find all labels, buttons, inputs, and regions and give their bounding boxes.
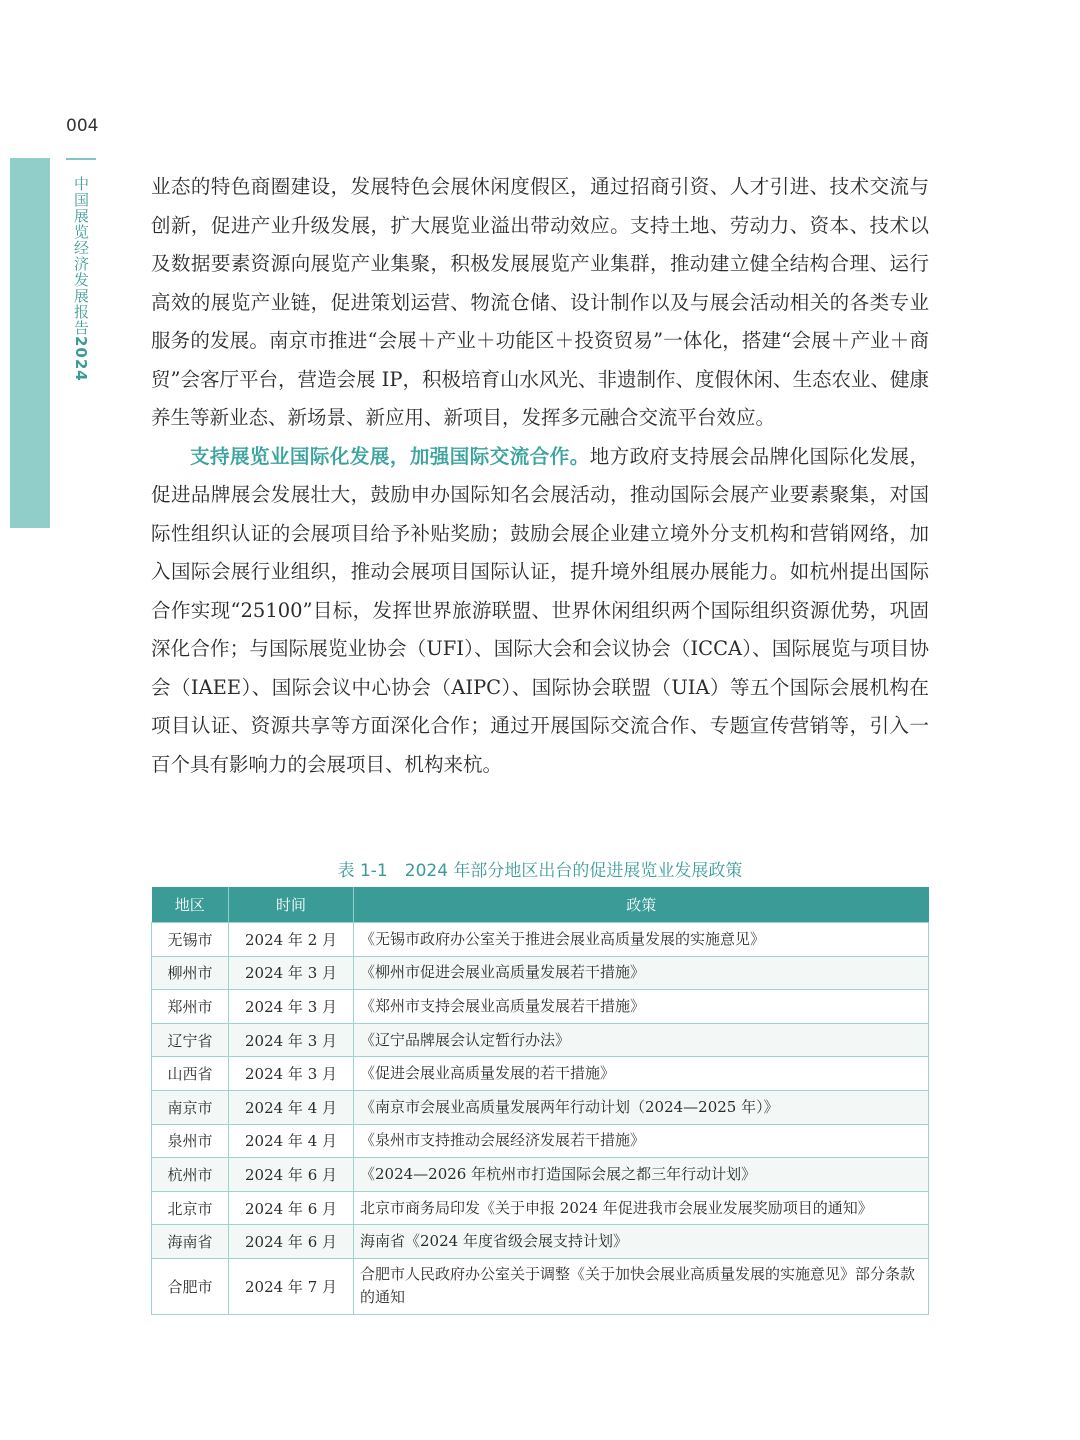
cell-policy: 《2024—2026 年杭州市打造国际会展之都三年行动计划》 xyxy=(354,1158,929,1192)
cell-time: 2024 年 3 月 xyxy=(229,956,354,990)
cell-policy: 《南京市会展业高质量发展两年行动计划（2024—2025 年）》 xyxy=(354,1090,929,1124)
cell-region: 南京市 xyxy=(152,1090,229,1124)
cell-policy: 合肥市人民政府办公室关于调整《关于加快会展业高质量发展的实施意见》部分条款的通知 xyxy=(354,1258,929,1314)
cell-policy: 海南省《2024 年度省级会展支持计划》 xyxy=(354,1225,929,1259)
header-region: 地区 xyxy=(152,887,229,923)
cell-region: 北京市 xyxy=(152,1191,229,1225)
table-row xyxy=(152,1057,929,1091)
cell-time: 2024 年 3 月 xyxy=(229,1023,354,1057)
cell-region: 柳州市 xyxy=(152,956,229,990)
paragraph-2 xyxy=(151,438,929,785)
cell-time: 2024 年 4 月 xyxy=(229,1090,354,1124)
running-title-text: 中国展览经济发展报告 xyxy=(72,176,90,336)
cell-region: 辽宁省 xyxy=(152,1023,229,1057)
table-row xyxy=(152,923,929,957)
cell-policy: 《柳州市促进会展业高质量发展若干措施》 xyxy=(354,956,929,990)
cell-policy: 北京市商务局印发《关于申报 2024 年促进我市会展业发展奖励项目的通知》 xyxy=(354,1191,929,1225)
paragraph-1: 业态的特色商圈建设，发展特色会展休闲度假区，通过招商引资、人才引进、技术交流与创新，促进产业升级发展，扩大展览业溢出带动效应。支持土地、劳动力、资本、技术以及数据要素资源向展览产业集聚，积极发展展览产业集群，推动建立健全结构合理、运行高效的展览产业链，促进策划运营、物流仓储、设计制作以及与展会活动相关的各类专业服务的发展。南京市推进“会展＋产业＋功能区＋投资贸易”一体化，搭建“会展＋产业＋商贸”会客厅平台，营造会展 IP，积极培育山水风光、非遗制作、度假休闲、生态农业、健康养生等新业态、新场景、新应用、新项目，发挥多元融合交流平台效应。 xyxy=(151,175,929,429)
cell-region: 海南省 xyxy=(152,1225,229,1259)
cell-region: 杭州市 xyxy=(152,1158,229,1192)
cell-time: 2024 年 4 月 xyxy=(229,1124,354,1158)
cell-time: 2024 年 3 月 xyxy=(229,1057,354,1091)
cell-policy: 《郑州市支持会展业高质量发展若干措施》 xyxy=(354,990,929,1024)
table-row xyxy=(152,956,929,990)
side-color-bar xyxy=(10,158,50,528)
policy-table xyxy=(151,887,929,1315)
table-row xyxy=(152,1023,929,1057)
cell-region: 泉州市 xyxy=(152,1124,229,1158)
body-text xyxy=(151,168,929,784)
table-row xyxy=(152,1158,929,1192)
table-row xyxy=(152,1258,929,1314)
cell-time: 2024 年 6 月 xyxy=(229,1225,354,1259)
paragraph-2-heading: 支持展览业国际化发展，加强国际交流合作。 xyxy=(190,444,590,468)
table-row xyxy=(152,1191,929,1225)
cell-time: 2024 年 2 月 xyxy=(229,923,354,957)
page-number: 004 xyxy=(66,116,99,136)
paragraph-2-text: 地方政府支持展会品牌化国际化发展，促进品牌展会发展壮大，鼓励申办国际知名会展活动，推动国际会展产业要素聚集，对国际性组织认证的会展项目给予补贴奖励；鼓励会展企业建立境外分支机构和营销网络，加入国际会展行业组织，推动会展项目国际认证，提升境外组展办展能力。如杭州提出国际合作实现“25100”目标，发挥世界旅游联盟、世界休闲组织两个国际组织资源优势，巩固深化合作；与国际展览业协会（UFI）、国际大会和会议协会（ICCA）、国际展览与项目协会（IAEE）、国际会议中心协会（AIPC）、国际协会联盟（UIA）等五个国际会展机构在项目认证、资源共享等方面深化合作；通过开展国际交流合作、专题宣传营销等，引入一百个具有影响力的会展项目、机构来杭。 xyxy=(151,444,929,776)
table-row xyxy=(152,1225,929,1259)
cell-region: 山西省 xyxy=(152,1057,229,1091)
table-row xyxy=(152,1124,929,1158)
header-time: 时间 xyxy=(229,887,354,923)
cell-region: 郑州市 xyxy=(152,990,229,1024)
side-divider xyxy=(66,158,96,160)
cell-policy: 《泉州市支持推动会展经济发展若干措施》 xyxy=(354,1124,929,1158)
table-row xyxy=(152,990,929,1024)
cell-time: 2024 年 6 月 xyxy=(229,1158,354,1192)
table-caption: 表 1-1 2024 年部分地区出台的促进展览业发展政策 xyxy=(337,861,743,881)
cell-policy: 《辽宁品牌展会认定暂行办法》 xyxy=(354,1023,929,1057)
cell-region: 合肥市 xyxy=(152,1258,229,1314)
table-header-row xyxy=(152,887,929,923)
cell-time: 2024 年 7 月 xyxy=(229,1258,354,1314)
cell-region: 无锡市 xyxy=(152,923,229,957)
running-title xyxy=(70,176,92,382)
cell-time: 2024 年 6 月 xyxy=(229,1191,354,1225)
header-policy: 政策 xyxy=(354,887,929,923)
cell-policy: 《无锡市政府办公室关于推进会展业高质量发展的实施意见》 xyxy=(354,923,929,957)
table-row xyxy=(152,1090,929,1124)
cell-policy: 《促进会展业高质量发展的若干措施》 xyxy=(354,1057,929,1091)
running-title-year: 2024 xyxy=(72,336,90,382)
cell-time: 2024 年 3 月 xyxy=(229,990,354,1024)
